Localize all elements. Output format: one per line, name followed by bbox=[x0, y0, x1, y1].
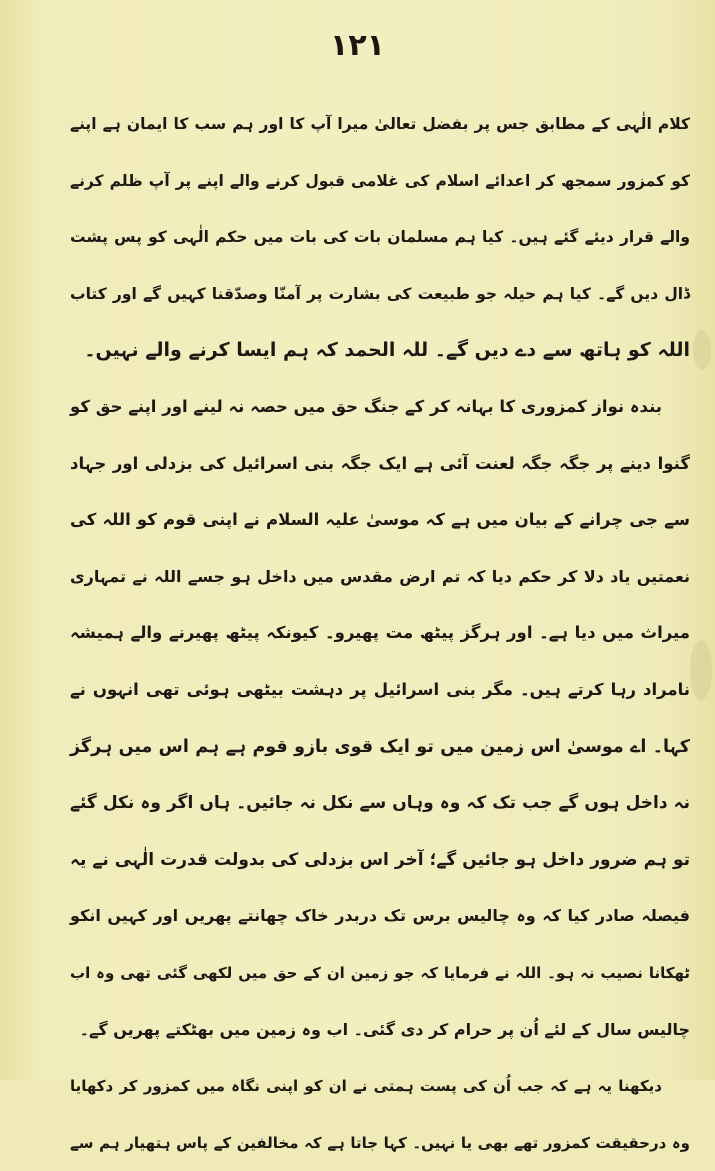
text-line: والے قرار دیئے گئے ہیں۔ کیا ہم مسلمان بات کی بات میں حکم الٰہی کو پس پشت bbox=[70, 228, 690, 247]
text-line: تو ہم ضرور داخل ہو جائیں گے؛ آخر اس بزدلی کی بدولت قدرت الٰہی نے یہ bbox=[70, 849, 690, 870]
paper-stain bbox=[693, 330, 711, 370]
text-line: دیکھنا یہ ہے کہ جب اُن کی پست ہمتی نے ان کو اپنی نگاہ میں کمزور کر دکھایا bbox=[70, 1077, 662, 1096]
text-line: وہ درحقیقت کمزور تھے بھی یا نہیں۔ کہا جاتا ہے کہ مخالفین کے پاس ہتھیار ہم سے bbox=[70, 1133, 690, 1152]
text-line: ڈال دیں گے۔ کیا ہم حیلہ جو طبیعت کی بشارت پر آمنّا وصدّقنا کہیں گے اور کتاب bbox=[70, 284, 690, 303]
text-line: نامراد رہا کرتے ہیں۔ مگر بنی اسرائیل پر دہشت بیٹھی ہوئی تھی انہوں نے bbox=[70, 679, 690, 699]
text-line: کہا۔ اے موسیٰ اس زمین میں تو ایک قوی بازو قوم ہے ہم اس میں ہرگز bbox=[70, 736, 690, 757]
text-line: اللہ کو ہاتھ سے دے دیں گے۔ للہ الحمد کہ ہم ایسا کرنے والے نہیں۔ bbox=[84, 339, 690, 362]
text-line: میراث میں دیا ہے۔ اور ہرگز پیٹھ مت پھیرو۔ کیونکہ پیٹھ پھیرنے والے ہمیشہ bbox=[70, 623, 690, 643]
text-line: گنوا دینے پر جگہ جگہ لعنت آئی ہے ایک جگہ بنی اسرائیل کی بزدلی اور جہاد bbox=[70, 453, 690, 473]
paper-stain bbox=[690, 640, 712, 700]
text-line: فیصلہ صادر کیا کہ وہ چالیس برس تک دربدر خاک چھانتے پھریں اور کہیں انکو bbox=[70, 906, 690, 926]
page-body-text bbox=[70, 96, 690, 1171]
text-line: بندہ نواز کمزوری کا بہانہ کر کے جنگ حق میں حصہ نہ لینے اور اپنے حق کو bbox=[70, 396, 662, 416]
page-number: ۱۲۱ bbox=[330, 28, 385, 63]
text-line: ٹھکانا نصیب نہ ہو۔ اللہ نے فرمایا کہ جو زمین ان کے حق میں لکھی گئی تھی وہ اب bbox=[70, 963, 690, 982]
text-line: نہ داخل ہوں گے جب تک کہ وہ وہاں سے نکل نہ جائیں۔ ہاں اگر وہ نکل گئے bbox=[70, 793, 690, 814]
text-line: کو کمزور سمجھ کر اعدائے اسلام کی غلامی قبول کرنے والے اپنے پر آپ ظلم کرنے bbox=[70, 171, 690, 190]
text-line: سے جی چرانے کے بیان میں ہے کہ موسیٰ علیہ السلام نے اپنی قوم کو اللہ کی bbox=[70, 510, 690, 530]
text-line: چالیس سال کے لئے اُن پر حرام کر دی گئی۔ اب وہ زمین میں بھٹکتے پھریں گے۔ bbox=[79, 1019, 690, 1039]
text-line: کلام الٰہی کے مطابق جس پر بفضل تعالیٰ میرا آپ کا اور ہم سب کا ایمان ہے اپنے bbox=[70, 115, 690, 133]
text-line: نعمتیں یاد دلا کر حکم دیا کہ تم ارض مقدس میں داخل ہو جسے اللہ نے تمہاری bbox=[70, 566, 690, 586]
